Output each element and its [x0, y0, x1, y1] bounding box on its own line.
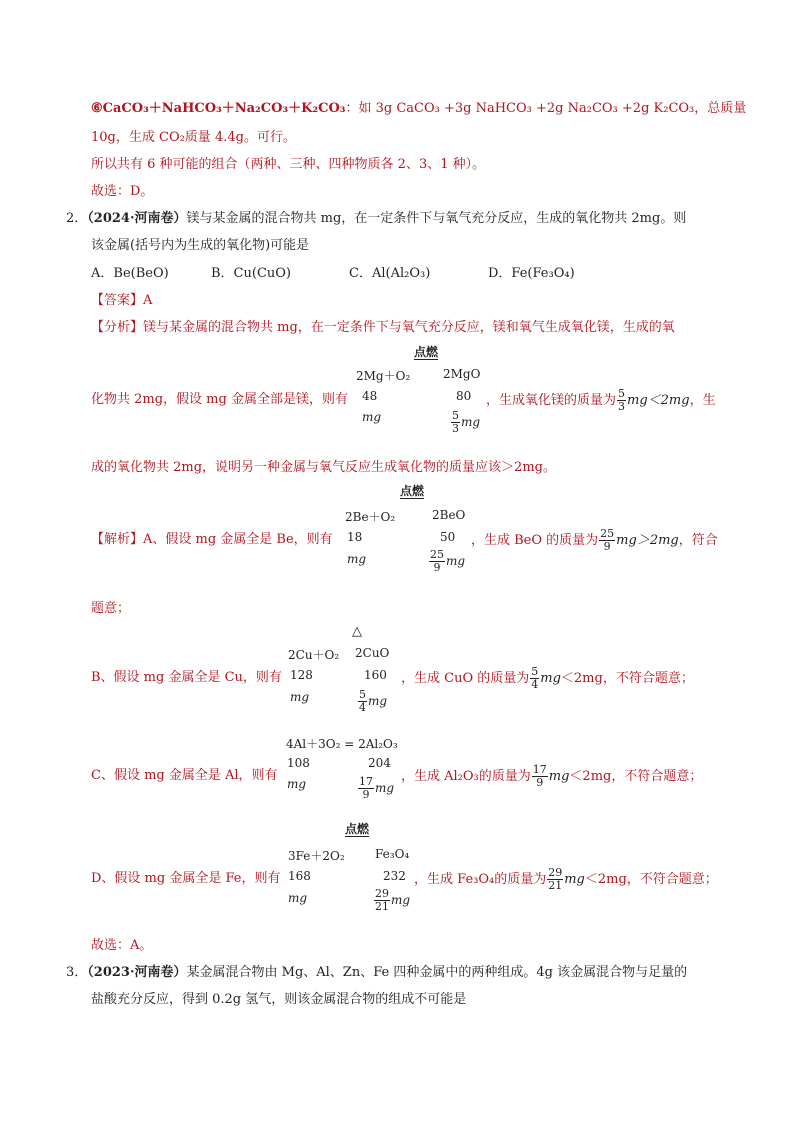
question-3-stem-line1 — [66, 961, 687, 980]
answer-label: 【答案】A — [91, 293, 153, 308]
question-3-stem2: 盐酸充分反应，得到 0.2g 氢气，则该金属混合物的组成不可能是 — [91, 992, 467, 1007]
mg-product: 2MgO — [443, 367, 481, 381]
question-3-source: （2023·河南卷） — [87, 965, 187, 980]
jiexi-d-line: D、假设 mg 金属全是 Fe，则有 — [91, 871, 281, 886]
jiexi-a-line2: 题意； — [91, 601, 131, 616]
mg-reactants: 2Mg＋O₂ — [356, 369, 411, 383]
summary-line: 所以共有 6 种可能的组合（两种、三种、四种物质各 2、3、1 种）。 — [91, 157, 486, 172]
fe-reactants: 3Fe＋2O₂ — [288, 849, 345, 863]
cu-reactants: 2Cu＋O₂ — [288, 648, 340, 662]
mg-condition: 点燃 — [414, 345, 439, 359]
al-equation: 4Al＋3O₂ = 2Al₂O₃ — [286, 737, 398, 751]
be-mass1: 18 — [347, 530, 363, 544]
cu-mass1: 128 — [290, 668, 313, 682]
question-2-stem1: 镁与某金属的混合物共 mg，在一定条件下与氧气充分反应，生成的氧化物共 2mg。则 — [186, 211, 687, 226]
al-fraction-result: $\frac{17}{9}$ mg — [359, 775, 395, 801]
option-6-line — [91, 97, 746, 116]
be-fraction-result: $\frac{25}{9}$ mg — [430, 548, 466, 574]
analysis-line2a: 化物共 2mg，假设 mg 金属全部是镁，则有 — [91, 392, 348, 407]
jiexi-c-result: ，生成 Al₂O₃的质量为 $\frac{17}{9}$ mg＜2mg，不符合题意； — [401, 763, 703, 789]
analysis-line3: 成的氧化物共 2mg，说明另一种金属与氧气反应生成氧化物的质量应该＞2mg。 — [91, 460, 556, 475]
be-reactants: 2Be＋O₂ — [345, 510, 396, 524]
mg-actual: mg — [362, 410, 382, 424]
question-3-number: 3． — [66, 965, 88, 980]
cu-product: 2CuO — [355, 646, 390, 660]
jiexi-d-result: ，生成 Fe₃O₄的质量为 $\frac{29}{21}$ mg＜2mg，不符合题意； — [414, 866, 718, 892]
choice-d: 故选：D。 — [91, 184, 154, 199]
fe-condition: 点燃 — [345, 822, 370, 836]
option-d: D．Fe(Fe₃O₄) — [488, 266, 575, 281]
cu-condition: △ — [352, 624, 362, 639]
jiexi-a-line: 【解析】A、假设 mg 金属全是 Be，则有 — [91, 532, 333, 547]
cu-actual: mg — [290, 690, 310, 704]
al-mass1: 108 — [287, 756, 310, 770]
be-mass2: 50 — [440, 530, 456, 544]
al-actual: mg — [287, 777, 307, 791]
fe-actual: mg — [288, 891, 308, 905]
jiexi-a-result: ，生成 BeO 的质量为 $\frac{25}{9}$ mg＞2mg，符合 — [471, 527, 718, 553]
mg-mass1: 48 — [362, 389, 378, 403]
be-condition: 点燃 — [400, 484, 425, 498]
al-mass2: 204 — [368, 756, 391, 770]
jiexi-c-line: C、假设 mg 金属全是 Al，则有 — [91, 768, 278, 783]
be-actual: mg — [347, 552, 367, 566]
question-2-stem-line1 — [66, 207, 686, 226]
option-a: A．Be(BeO) — [91, 266, 169, 281]
option-6-head: ⑥CaCO₃＋NaHCO₃＋Na₂CO₃＋K₂CO₃ — [91, 101, 346, 116]
mg-mass2: 80 — [456, 389, 472, 403]
fe-product: Fe₃O₄ — [375, 847, 410, 861]
question-2-number: 2． — [66, 211, 88, 226]
fe-mass2: 232 — [383, 869, 406, 883]
fe-fraction-result: $\frac{29}{21}$ mg — [375, 887, 411, 913]
analysis-line2b: ，生成氧化镁的质量为 $\frac{5}{3}$ mg＜2mg，生 — [486, 387, 716, 413]
analysis-line1: 【分析】镁与某金属的混合物共 mg，在一定条件下与氧气充分反应，镁和氧气生成氧化镁，生成的氧 — [91, 320, 675, 335]
question-2-source: （2024·河南卷） — [87, 211, 187, 226]
jiexi-b-line: B、假设 mg 金属全是 Cu，则有 — [91, 670, 282, 685]
option-c: C．Al(Al₂O₃) — [349, 266, 431, 281]
choice-a: 故选：A。 — [91, 938, 153, 953]
cu-fraction-result: $\frac{5}{4}$ mg — [359, 688, 388, 714]
question-3-stem1: 某金属混合物由 Mg、Al、Zn、Fe 四种金属中的两种组成。4g 该金属混合物与足量的 — [186, 965, 688, 980]
cu-mass2: 160 — [364, 668, 387, 682]
fe-mass1: 168 — [288, 869, 311, 883]
question-2-stem2: 该金属(括号内为生成的氧化物)可能是 — [91, 238, 310, 253]
jiexi-b-result: ，生成 CuO 的质量为 $\frac{5}{4}$ mg＜2mg，不符合题意； — [401, 665, 694, 691]
option-6-text: ：如 3g CaCO₃ +3g NaHCO₃ +2g Na₂CO₃ +2g K₂CO₃，总质量 — [345, 101, 747, 116]
be-product: 2BeO — [432, 508, 466, 522]
mg-fraction-result: $\frac{5}{3}$ mg — [452, 409, 481, 435]
option-b: B．Cu(CuO) — [211, 266, 291, 281]
option-6-text2: 10g，生成 CO₂质量 4.4g。可行。 — [91, 130, 296, 145]
